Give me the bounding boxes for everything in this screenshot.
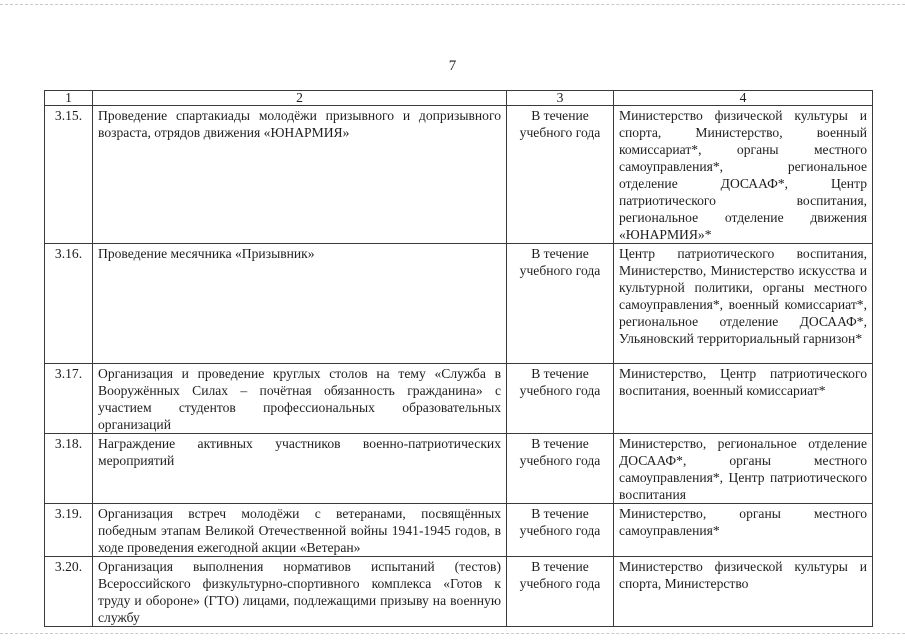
row-number: 3.16.: [45, 244, 93, 364]
row-number: 3.17.: [45, 364, 93, 434]
scan-edge-bottom: [0, 633, 905, 634]
header-cell-exec: 4: [614, 91, 873, 106]
row-number: 3.20.: [45, 557, 93, 627]
row-deadline: В течение учебного года: [507, 106, 614, 244]
scan-edge-top: [0, 4, 905, 5]
row-deadline: В течение учебного года: [507, 557, 614, 627]
row-description: Проведение спартакиады молодёжи призывного и допризывного возраста, отрядов движения «ЮНАРМИЯ»: [93, 106, 507, 244]
header-cell-deadline: 3: [507, 91, 614, 106]
row-executors: Министерство, органы местного самоуправления*: [614, 504, 873, 557]
row-description: Награждение активных участников военно-патриотических мероприятий: [93, 434, 507, 504]
table-row: [45, 106, 873, 244]
header-cell-desc: 2: [93, 91, 507, 106]
row-executors: Министерство физической культуры и спорта, Министерство, военный комиссариат*, органы местного самоуправления*, региональное отделение ДОСААФ*, Центр патриотического воспитания, региональное отделение движения «ЮНАРМИЯ»*: [614, 106, 873, 244]
plan-table: [44, 90, 873, 627]
row-deadline: В течение учебного года: [507, 364, 614, 434]
row-number: 3.19.: [45, 504, 93, 557]
page-number: 7: [448, 58, 457, 74]
table-row: [45, 434, 873, 504]
table-row: [45, 364, 873, 434]
row-description: Организация и проведение круглых столов на тему «Служба в Вооружённых Силах – почётная обязанность гражданина» с участием студентов профессиональных образовательных организаций: [93, 364, 507, 434]
table-row: [45, 244, 873, 364]
row-executors: Министерство, Центр патриотического воспитания, военный комиссариат*: [614, 364, 873, 434]
row-number: 3.18.: [45, 434, 93, 504]
row-description: Организация встреч молодёжи с ветеранами, посвящённых победным этапам Великой Отечественной войны 1941-1945 годов, в ходе проведения ежегодной акции «Ветеран»: [93, 504, 507, 557]
row-deadline: В течение учебного года: [507, 244, 614, 364]
row-executors: Министерство, региональное отделение ДОСААФ*, органы местного самоуправления*, Центр патриотического воспитания: [614, 434, 873, 504]
row-description: Проведение месячника «Призывник»: [93, 244, 507, 364]
row-deadline: В течение учебного года: [507, 504, 614, 557]
row-number: 3.15.: [45, 106, 93, 244]
header-cell-num: 1: [45, 91, 93, 106]
table-row: [45, 557, 873, 627]
table-header-row: [45, 91, 873, 106]
row-deadline: В течение учебного года: [507, 434, 614, 504]
row-description: Организация выполнения нормативов испытаний (тестов) Всероссийского физкультурно-спортивного комплекса «Готов к труду и обороне» (ГТО) лицами, подлежащими призыву на военную службу: [93, 557, 507, 627]
row-executors: Центр патриотического воспитания, Министерство, Министерство искусства и культурной политики, органы местного самоуправления*, военный комиссариат*, региональное отделение ДОСААФ*, Ульяновский территориальный гарнизон*: [614, 244, 873, 364]
table-row: [45, 504, 873, 557]
row-executors: Министерство физической культуры и спорта, Министерство: [614, 557, 873, 627]
